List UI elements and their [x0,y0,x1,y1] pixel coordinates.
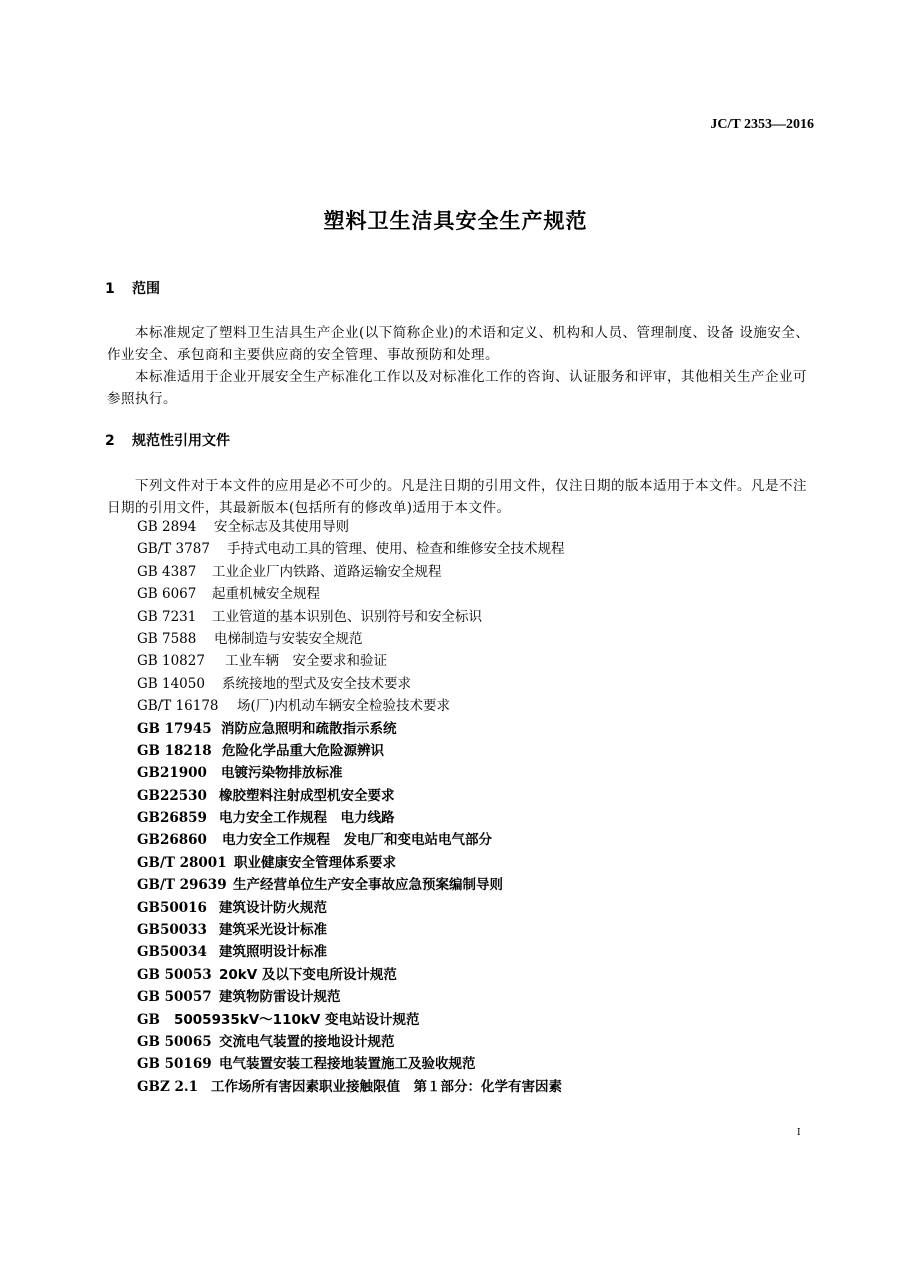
reference-item [137,561,565,583]
reference-item [137,516,565,538]
section-2-paragraph-1: 下列文件对于本文件的应用是必不可少的。凡是注日期的引用文件，仅注日期的版本适用于本文件。凡是不注日期的引用文件，其最新版本(包括所有的修改单)适用于本文件。 [107,478,807,516]
reference-item [137,583,565,605]
reference-title: 电力安全工作规程 电力线路 [219,810,395,827]
reference-title: 建筑物防雷设计规范 [219,989,341,1006]
reference-title: 工业车辆 安全要求和验证 [225,653,387,670]
reference-item [137,986,565,1008]
reference-code: GB 50169 [137,1056,212,1073]
reference-code: GB/T 16178 [137,698,219,715]
document-title: 塑料卫生洁具安全生产规范 [323,209,588,233]
reference-item [137,1009,565,1031]
reference-item [137,718,565,740]
reference-code: GB22530 [137,787,207,804]
standard-code: JC/T 2353—2016 [710,117,814,132]
reference-code: GB 18218 [137,742,212,759]
reference-code: GB [137,1011,160,1028]
reference-title: 工业管道的基本识别色、识别符号和安全标识 [212,608,482,625]
reference-code: GB26859 [137,810,207,827]
reference-title: 起重机械安全规程 [212,586,320,603]
reference-code: GB/T 28001 [137,854,227,871]
reference-title: 危险化学品重大危险源辨识 [222,742,384,759]
reference-code: GB 7231 [137,608,197,625]
reference-title: 电气装置安装工程接地装置施工及验收规范 [219,1056,476,1073]
reference-title: 建筑设计防火规范 [219,899,327,916]
reference-item [137,964,565,986]
section-1-heading [105,278,160,298]
reference-title: 20kV 及以下变电所设计规范 [219,966,397,983]
reference-item [137,695,565,717]
reference-title: 场(厂)内机动车辆安全检验技术要求 [237,698,451,715]
reference-title: 交流电气装置的接地设计规范 [219,1033,395,1050]
reference-title: 职业健康安全管理体系要求 [234,854,396,871]
reference-code: GB50034 [137,944,207,961]
reference-code: GB50033 [137,922,207,939]
reference-title: 消防应急照明和疏散指示系统 [221,720,397,737]
section-number: 2 [105,433,115,449]
reference-code: GB/T 3787 [137,541,210,558]
reference-item [137,762,565,784]
reference-code: GBZ 2.1 [137,1078,198,1095]
reference-code: GB 2894 [137,519,197,535]
reference-title: 生产经营单位生产安全事故应急预案编制导则 [233,877,503,894]
reference-title: 安全标志及其使用导则 [214,519,349,535]
reference-title: 橡胶塑料注射成型机安全要求 [219,787,395,804]
reference-item [137,1031,565,1053]
reference-item [137,897,565,919]
reference-code: GB 6067 [137,586,197,603]
reference-title: 工业企业厂内铁路、道路运输安全规程 [212,563,442,580]
reference-item [137,785,565,807]
reference-title: 工作场所有害因素职业接触限值 第１部分：化学有害因素 [211,1078,562,1095]
reference-item [137,829,565,851]
reference-item [137,673,565,695]
reference-title: 5005935kV～110kV 变电站设计规范 [174,1011,420,1028]
reference-item [137,650,565,672]
reference-code: GB 7588 [137,630,197,647]
reference-title: 电梯制造与安装安全规范 [214,630,363,647]
reference-item [137,538,565,560]
reference-item [137,1076,565,1098]
section-number: 1 [105,281,115,297]
reference-item [137,606,565,628]
reference-code: GB50016 [137,899,207,916]
section-1-paragraph-1: 本标准规定了塑料卫生洁具生产企业(以下简称企业)的术语和定义、机构和人员、管理制度、设备 设施安全、作业安全、承包商和主要供应商的安全管理、事故预防和处理。 [107,325,810,363]
section-title: 规范性引用文件 [132,433,230,449]
reference-code: GB 4387 [137,563,197,580]
reference-item [137,852,565,874]
reference-code: GB 10827 [137,653,205,670]
reference-list [137,516,565,1098]
section-title: 范围 [132,281,160,297]
reference-code: GB/T 29639 [137,877,227,894]
reference-title: 电镀污染物排放标准 [221,765,343,782]
reference-title: 电力安全工作规程 发电厂和变电站电气部分 [222,832,492,849]
reference-code: GB 50065 [137,1033,212,1050]
reference-item [137,1053,565,1075]
reference-item [137,628,565,650]
reference-code: GB 14050 [137,675,205,692]
reference-title: 手持式电动工具的管理、使用、检查和维修安全技术规程 [227,541,565,558]
reference-item [137,919,565,941]
section-2-heading [105,430,230,450]
reference-item [137,807,565,829]
page-number: I [797,1128,801,1138]
reference-code: GB 50053 [137,966,212,983]
reference-title: 系统接地的型式及安全技术要求 [222,675,411,692]
reference-item [137,874,565,896]
reference-item [137,740,565,762]
reference-title: 建筑采光设计标准 [219,922,327,939]
reference-code: GB26860 [137,832,207,849]
reference-code: GB 50057 [137,989,212,1006]
reference-code: GB21900 [137,765,207,782]
reference-code: GB 17945 [137,720,212,737]
reference-title: 建筑照明设计标准 [219,944,327,961]
section-1-paragraph-2: 本标准适用于企业开展安全生产标准化工作以及对标准化工作的咨询、认证服务和评审，其他相关生产企业可参照执行。 [107,369,807,407]
reference-item [137,941,565,963]
